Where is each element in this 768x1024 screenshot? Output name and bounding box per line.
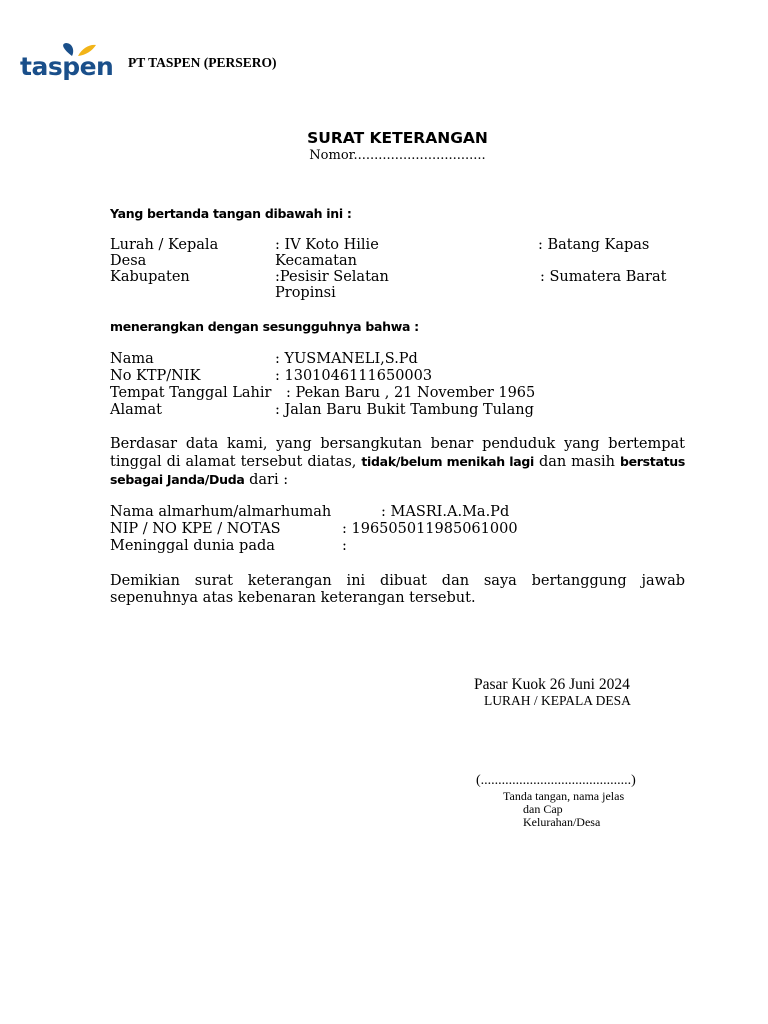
signature-note-3: Kelurahan/Desa bbox=[523, 815, 601, 829]
deceased-name-label: Nama almarhum/almarhumah bbox=[110, 504, 332, 520]
intro-text: Yang bertanda tangan dibawah ini : bbox=[110, 206, 352, 221]
lurah-label: Lurah / Kepala bbox=[110, 237, 219, 253]
lurah-label-desa: Desa bbox=[110, 253, 147, 269]
alamat-label: Alamat bbox=[110, 402, 162, 418]
body-text-1: Berdasar data kami, yang bersangkutan benar penduduk yang bertempat tinggal di alamat tersebut diatas, bbox=[110, 436, 685, 470]
alamat-value: : Jalan Baru Bukit Tambung Tulang bbox=[275, 402, 534, 418]
taspen-logo bbox=[20, 42, 112, 82]
ttl-label: Tempat Tanggal Lahir bbox=[110, 385, 272, 401]
ttl-value: : Pekan Baru , 21 November 1965 bbox=[286, 385, 536, 401]
document-number: Nomor................................ bbox=[309, 148, 486, 163]
nama-label: Nama bbox=[110, 351, 154, 367]
body-text-3: dari : bbox=[249, 472, 289, 488]
ktp-value: : 1301046111650003 bbox=[275, 368, 433, 384]
signer-position: LURAH / KEPALA DESA bbox=[484, 693, 631, 708]
nip-value: : 196505011985061000 bbox=[342, 521, 518, 537]
propinsi-label: Propinsi bbox=[275, 285, 336, 301]
closing-paragraph: Demikian surat keterangan ini dibuat dan saya bertanggung jawab sepenuhnya atas kebenaran keterangan tersebut. bbox=[110, 573, 685, 606]
company-name: PT TASPEN (PERSERO) bbox=[128, 55, 277, 70]
propinsi-value: : Sumatera Barat bbox=[540, 269, 667, 285]
signature-note-1: Tanda tangan, nama jelas bbox=[503, 789, 625, 803]
statement-intro: menerangkan dengan sesungguhnya bahwa : bbox=[110, 319, 419, 334]
kabupaten-value: :Pesisir Selatan bbox=[275, 269, 389, 285]
document-title: SURAT KETERANGAN bbox=[307, 129, 488, 147]
place-date: Pasar Kuok 26 Juni 2024 bbox=[474, 676, 630, 693]
nip-label: NIP / NO KPE / NOTAS bbox=[110, 521, 281, 537]
body-text-2: dan masih bbox=[538, 454, 615, 470]
signature-note-2: dan Cap bbox=[523, 802, 563, 816]
logo-wordmark: taspen bbox=[20, 52, 114, 81]
death-date-value: : bbox=[342, 538, 347, 554]
body-paragraph bbox=[110, 436, 685, 489]
nama-value: : YUSMANELI,S.Pd bbox=[275, 351, 418, 367]
ktp-label: No KTP/NIK bbox=[110, 368, 201, 384]
deceased-name-value: : MASRI.A.Ma.Pd bbox=[381, 504, 510, 520]
kabupaten-label: Kabupaten bbox=[110, 269, 190, 285]
kecamatan-value: : Batang Kapas bbox=[538, 237, 650, 253]
lurah-value: : IV Koto Hilie bbox=[275, 237, 379, 253]
signature-line: (...........................................) bbox=[476, 773, 636, 788]
kecamatan-label: Kecamatan bbox=[275, 253, 357, 269]
body-bold-1: tidak/belum menikah lagi bbox=[361, 454, 535, 469]
death-date-label: Meninggal dunia pada bbox=[110, 538, 275, 554]
body-bold-2: berstatus sebagai Janda/Duda bbox=[110, 454, 686, 487]
